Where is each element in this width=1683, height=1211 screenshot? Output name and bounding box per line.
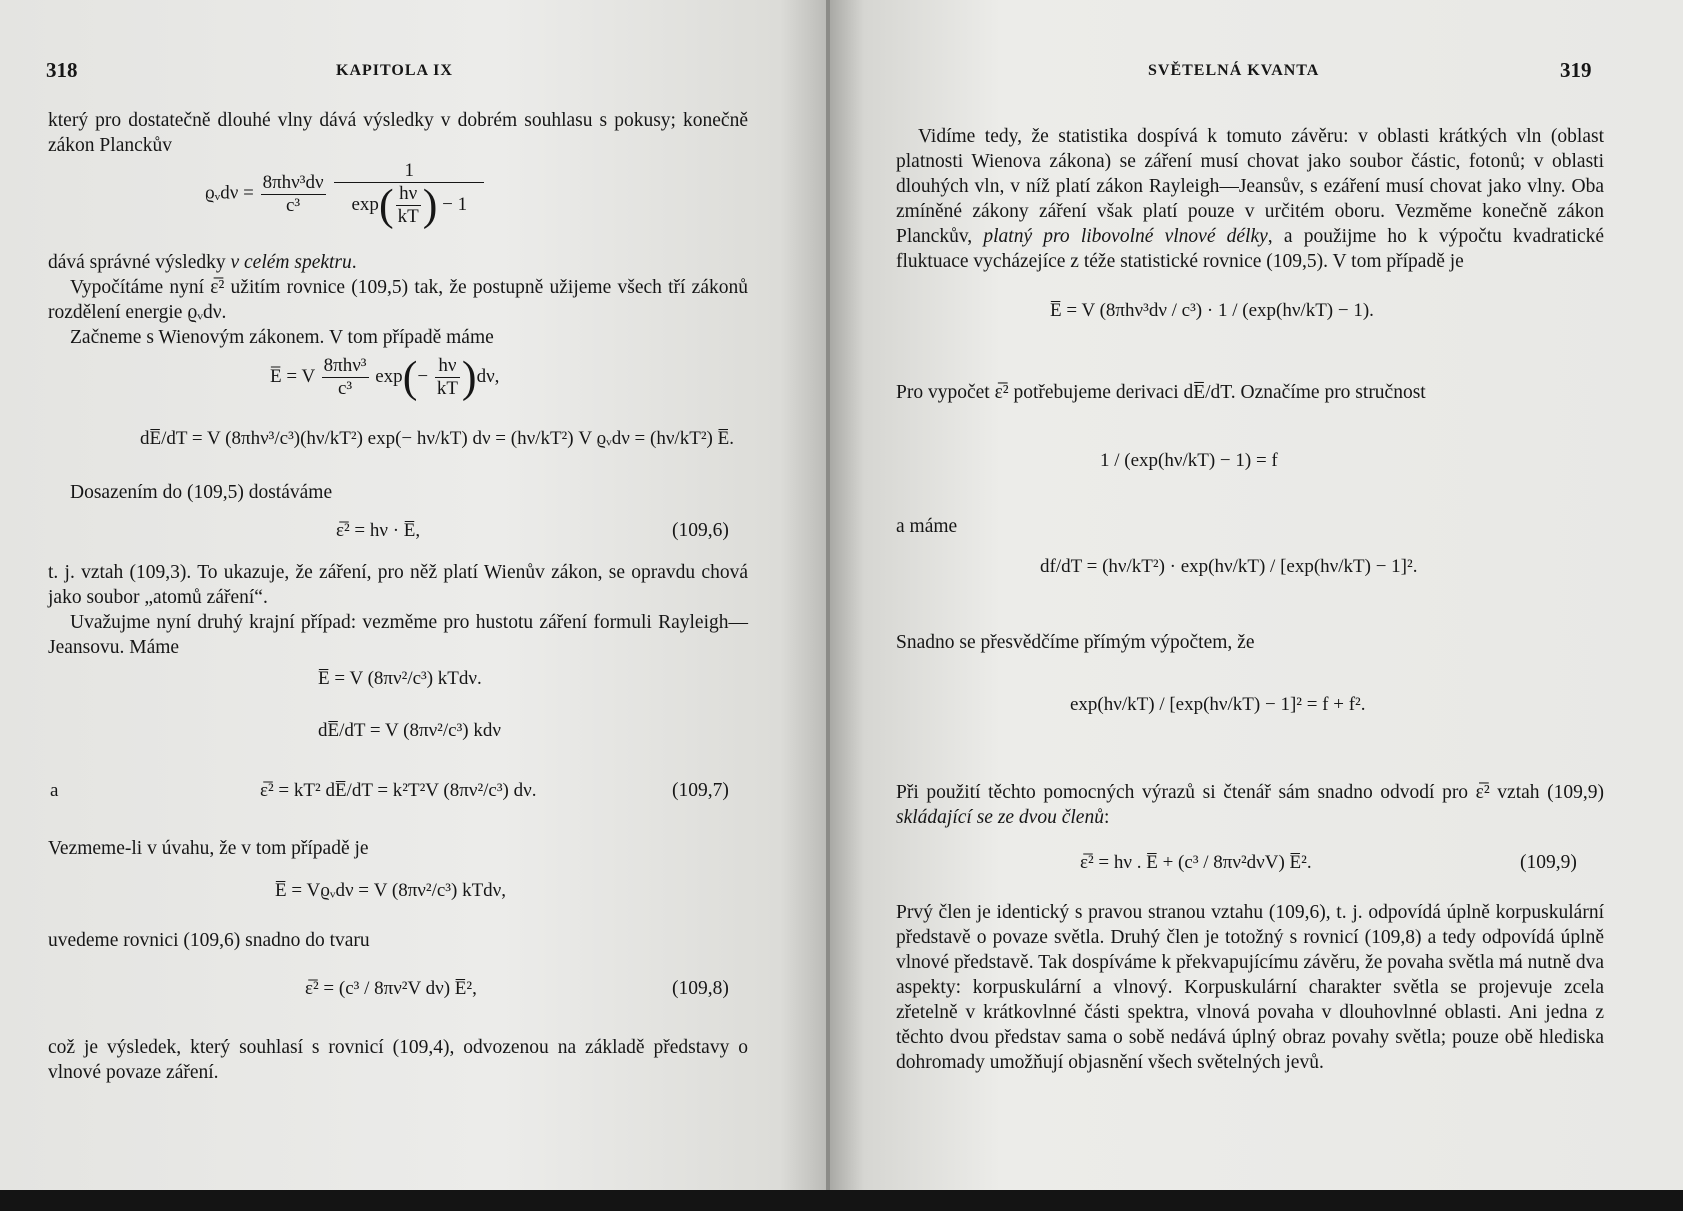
paragraph: Pro vypočet ε̅² potřebujeme derivaci dE̅/dT. Označíme pro stručnost [896, 382, 1426, 403]
equation-e-bar: E̅ = Vϱᵥdν = V (8πν²/c³) kTdν, [275, 880, 507, 901]
page-number: 319 [1560, 58, 1592, 82]
page-number: 318 [46, 58, 78, 82]
paragraph: Dosazením do (109,5) dostáváme [70, 482, 333, 503]
equation-109-8: ε̅² = (c³ / 8πν²V dν) E̅², [305, 978, 477, 999]
equation-number: (109,9) [1520, 852, 1577, 873]
equation-rayleigh-derivative: dE̅/dT = V (8πν²/c³) kdν [318, 720, 501, 741]
paragraph: Vidíme tedy, že statistika dospívá k tomuto závěru: v oblasti krátkých vln (oblast platnosti Wienova zákona) se záření musí chovat jako soubor částic, fotonů; v oblasti dlouhých vln, v níž platí zákon Rayleigh—Jeansův, s ezáření musí chovat jako vlny. Oba zmíněné zákony záření však platí pouze v určitém oboru. Vezměme konečně zákon Planckův, platný pro libovolné vlnové délky, a použijme ho k výpočtu kvadratické fluktuace vycházejíce z téže statistické rovnice (109,5). V tom případě je [896, 126, 1605, 272]
paragraph: který pro dostatečně dlouhé vlny dává výsledky v dobrém souhlasu s pokusy; konečně zákon Planckův [48, 110, 748, 156]
paragraph: Při použití těchto pomocných výrazů si čtenář sám snadno odvodí pro ε̅² vztah (109,9) skládající se ze dvou členů: [896, 782, 1604, 828]
equation-number: (109,8) [672, 978, 729, 999]
equation-derivative: dE̅/dT = V (8πhν³/c³)(hν/kT²) exp(− hν/kT) dν = (hν/kT²) V ϱᵥdν = (hν/kT²) E̅. [140, 428, 734, 449]
equation-planck-e-bar: E̅ = V (8πhν³dν / c³) · 1 / (exp(hν/kT) − 1). [1050, 300, 1374, 321]
paragraph: a máme [896, 516, 958, 537]
paragraph: uvedeme rovnici (109,6) snadno do tvaru [48, 930, 370, 951]
equation-number: (109,7) [672, 780, 729, 801]
equation-planck: ϱᵥdν = $\frac{\text{8πhν³dν}}{\text{c³}}$ 1 exp( $\frac{h\nu}{kT}$ ) − 1 [205, 160, 486, 228]
equation-f-identity: exp(hν/kT) / [exp(hν/kT) − 1]² = f + f². [1070, 694, 1366, 715]
equation-109-6: ε̅² = hν · E̅, [336, 520, 421, 541]
paragraph: Prvý člen je identický s pravou stranou vztahu (109,6), t. j. odpovídá úplně korpuskulární představě o povaze světla. Druhý člen je totožný s rovnicí (109,8) a tedy odpovídá úplně vlnové představě. Tak dospíváme k překvapujícímu závěru, že povaha světla má nutně dva aspekty: korpuskulární a vlnový. Korpuskulární charakter světla se projevuje zcela zřetelně v krátkovlnné části spektra, vlnová povaha v dlouhovlnné oblasti. Ani jedna z těchto dvou představ sama o sobě nedává úplný obraz povahy světla; pouze obě hlediska dohromady umožňují objasnění všech světelných jevů. [896, 902, 1604, 1073]
paragraph: Vezmeme-li v úvahu, že v tom případě je [48, 838, 369, 859]
equation-109-7: ε̅² = kT² dE̅/dT = k²T²V (8πν²/c³) dν. [260, 780, 537, 801]
equation-prefix: a [50, 780, 59, 801]
running-head: SVĚTELNÁ KVANTA [1148, 62, 1320, 79]
paragraph: dává správné výsledky v celém spektru. Vypočítáme nyní ε̅² užitím rovnice (109,5) tak, že postupně užijeme všech tří zákonů rozdělení energie ϱᵥdν. Začneme s Wienovým zákonem. V tom případě máme [48, 252, 748, 348]
equation-df-dt: df/dT = (hν/kT²) · exp(hν/kT) / [exp(hν/kT) − 1]². [1040, 556, 1418, 577]
bottom-edge [0, 1190, 1683, 1211]
paragraph: Snadno se přesvědčíme přímým výpočtem, že [896, 632, 1255, 653]
running-head: KAPITOLA IX [336, 62, 453, 79]
equation-wien: E̅ = V $\frac{\text{8πhν³}}{\text{c³}}$ exp(− $\frac{h\nu}{kT}$ )dν, [270, 352, 500, 402]
equation-f-definition: 1 / (exp(hν/kT) − 1) = f [1100, 450, 1278, 471]
equation-number: (109,6) [672, 520, 729, 541]
equation-109-9: ε̅² = hν . E̅ + (c³ / 8πν²dνV) E̅². [1080, 852, 1312, 873]
right-page [830, 0, 1683, 1190]
paragraph: t. j. vztah (109,3). To ukazuje, že záření, pro něž platí Wienův zákon, se opravdu chová jako soubor „atomů záření“. Uvažujme nyní druhý krajní případ: vezměme pro hustotu záření formuli Rayleigh—Jeansovu. Máme [48, 562, 748, 658]
equation-rayleigh: E̅ = V (8πν²/c³) kTdν. [318, 668, 482, 689]
paragraph: což je výsledek, který souhlasí s rovnicí (109,4), odvozenou na základě představy o vlnové povaze záření. [48, 1037, 748, 1083]
left-page [0, 0, 830, 1190]
